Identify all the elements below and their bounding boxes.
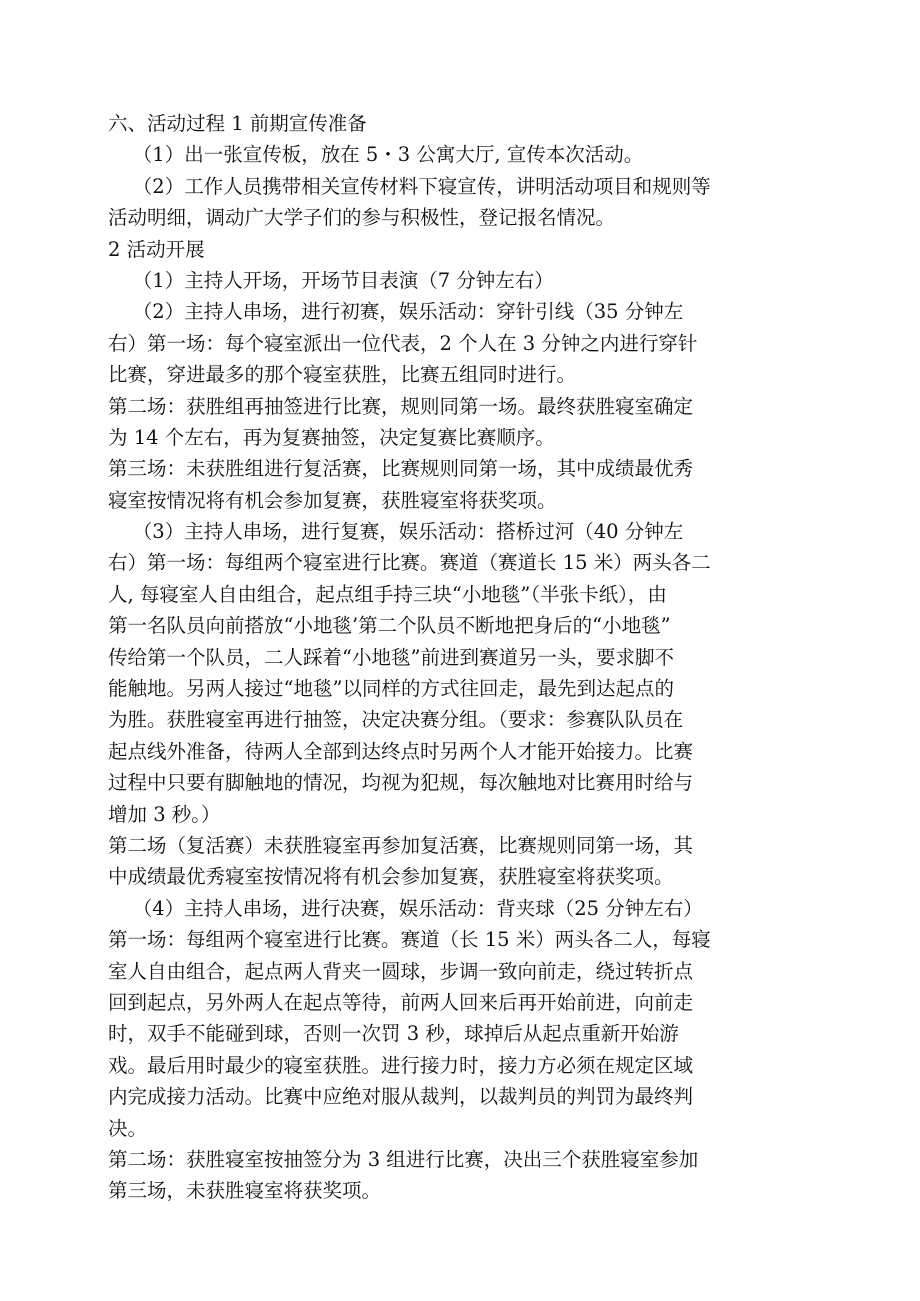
text-line: 第三场，未获胜寝室将获奖项。 (108, 1179, 382, 1203)
text-line: 起点线外准备，待两人全部到达终点时另两个人才能开始接力。比赛 (108, 739, 694, 763)
text-line: （4）主持人串场，进行决赛，娱乐活动：背夹球（25 分钟左右） (108, 896, 703, 920)
text-line: 中成绩最优秀寝室按情况将有机会参加复赛，获胜寝室将获奖项。 (108, 865, 674, 889)
section-heading: 六、活动过程 1 前期宣传准备 (108, 112, 367, 135)
text-line: （2）工作人员携带相关宣传材料下寝宣传，讲明活动项目和规则等 (108, 174, 711, 198)
text-line: 寝室按情况将有机会参加复赛，获胜寝室将获奖项。 (108, 488, 557, 512)
text-line: 比赛，穿进最多的那个寝室获胜，比赛五组同时进行。 (108, 363, 577, 387)
text-line: 过程中只要有脚触地的情况，均视为犯规，每次触地对比赛用时给与 (108, 771, 694, 795)
text-line: 第一场：每组两个寝室进行比赛。赛道（长 15 米）两头各二人，每寝 (108, 928, 711, 952)
text-line: 室人自由组合，起点两人背夹一圆球，步调一致向前走，绕过转折点 (108, 959, 694, 983)
text-line: 右）第一场：每组两个寝室进行比赛。赛道（赛道长 15 米）两头各二 (108, 551, 711, 575)
text-line: 第二场：获胜组再抽签进行比赛，规则同第一场。最终获胜寝室确定 (108, 394, 694, 418)
text-line: 戏。最后用时最少的寝室获胜。进行接力时，接力方必须在规定区域 (108, 1053, 694, 1077)
text-line: 内完成接力活动。比赛中应绝对服从裁判，以裁判员的判罚为最终判 (108, 1085, 694, 1109)
text-line: 传给第一个队员，二人踩着“小地毯”前进到赛道另一头，要求脚不 (108, 645, 674, 669)
text-line: 第三场：未获胜组进行复活赛，比赛规则同第一场，其中成绩最优秀 (108, 457, 694, 481)
text-line: 第二场：获胜寝室按抽签分为 3 组进行比赛，决出三个获胜寝室参加 (108, 1147, 699, 1171)
text-line: （1）出一张宣传板，放在 5・3 公寓大厅, 宣传本次活动。 (108, 143, 644, 167)
text-line: 右）第一场：每个寝室派出一位代表，2 个人在 3 分钟之内进行穿针 (108, 331, 698, 355)
text-line: 第一名队员向前搭放“小地毯’第二个队员不断地把身后的“小地毯” (108, 614, 671, 638)
text-line: （1）主持人开场，开场节目表演（7 分钟左右） (108, 268, 554, 292)
text-line: 第二场（复活赛）未获胜寝室再参加复活赛，比赛规则同第一场，其 (108, 833, 694, 857)
text-line: （2）主持人串场，进行初赛，娱乐活动：穿针引线（35 分钟左 (108, 300, 684, 324)
text-line: 能触地。另两人接过“地毯”以同样的方式往回走，最先到达起点的 (108, 677, 674, 701)
text-line: 时，双手不能碰到球，否则一次罚 3 秒，球掉后从起点重新开始游 (108, 1022, 679, 1046)
text-line: 为胜。获胜寝室再进行抽签，决定决赛分组。（要求：参赛队队员在 (108, 708, 684, 732)
text-line: 活动明细，调动广大学子们的参与积极性，登记报名情况。 (108, 206, 616, 230)
text-line: 增加 3 秒。） (108, 802, 221, 826)
text-line: 为 14 个左右，再为复赛抽签，决定复赛比赛顺序。 (108, 425, 555, 449)
text-line: 人, 每寝室人自由组合，起点组手持三块“小地毯”（半张卡纸），由 (108, 582, 667, 606)
text-line: （3）主持人串场，进行复赛，娱乐活动：搭桥过河（40 分钟左 (108, 520, 684, 544)
text-line: 决。 (108, 1116, 148, 1140)
section-heading: 2 活动开展 (108, 237, 205, 261)
text-line: 回到起点，另外两人在起点等待，前两人回来后再开始前进，向前走 (108, 990, 694, 1014)
